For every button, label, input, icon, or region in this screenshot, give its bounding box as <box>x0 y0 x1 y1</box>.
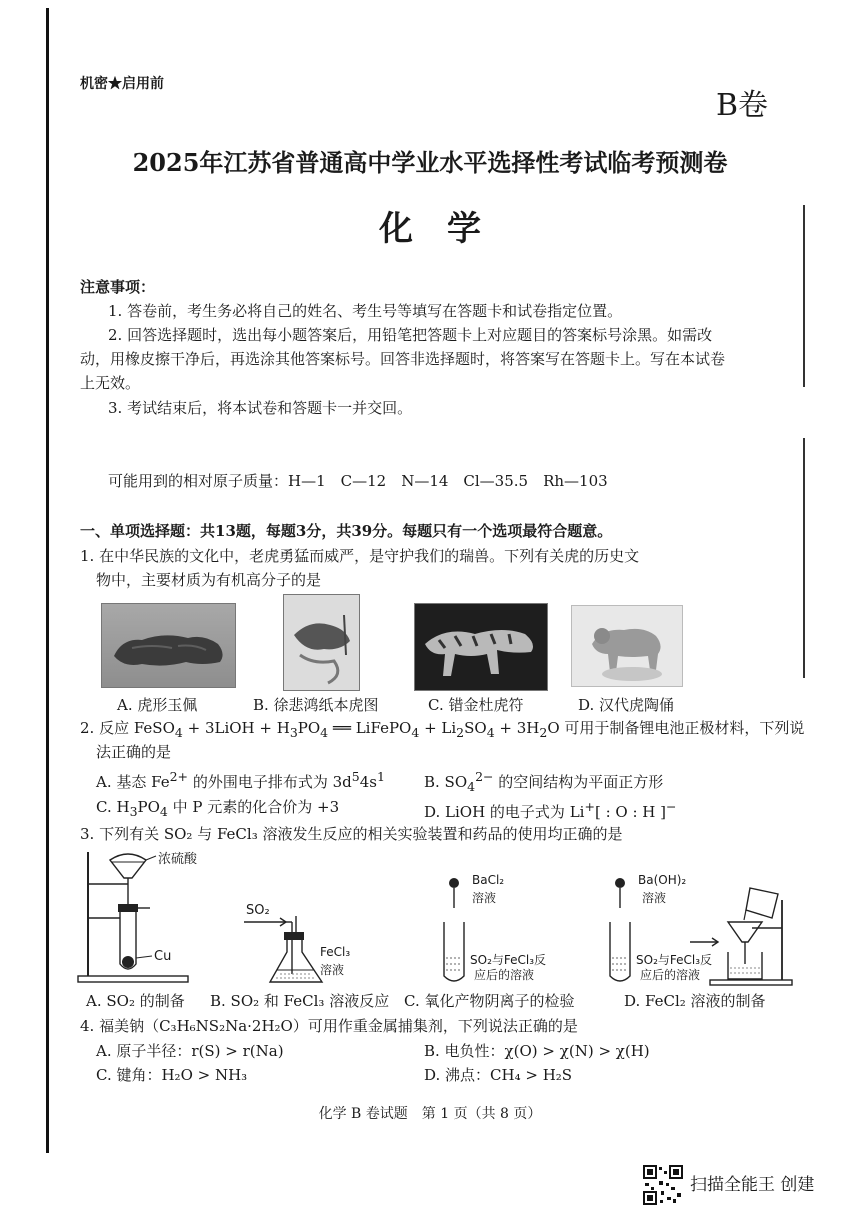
q1-option-b: B. 徐悲鸿纸本虎图 <box>253 696 379 714</box>
han-tiger-pottery-photo <box>571 605 683 687</box>
q1-option-d: D. 汉代虎陶俑 <box>578 696 675 714</box>
page-footer: 化学 B 卷试题 第 1 页（共 8 页） <box>318 1106 542 1122</box>
label-conc-sulfuric-acid: 浓硫酸 <box>158 852 198 867</box>
label-after-reaction-cont: 应后的溶液 <box>640 968 701 982</box>
paper-tiger-painting-photo <box>283 594 360 691</box>
q1-option-c: C. 错金杜虎符 <box>428 696 524 714</box>
label-solution: 溶液 <box>320 963 345 977</box>
qr-code-icon <box>643 1165 683 1205</box>
right-margin-mark <box>803 438 805 678</box>
q2-stem-cont: 法正确的是 <box>96 743 172 761</box>
q4-stem: 4. 福美钠（C₃H₆NS₂Na·2H₂O）可用作重金属捕集剂，下列说法正确的是 <box>80 1017 578 1035</box>
q2-stem: 2. 反应 FeSO$_4$ + 3LiOH + $H_3PO_4$ ══ LiFePO$_4$ + $Li_2SO_4 + 3H_2O$ 可用于制备锂电池正极材料，下列说 <box>80 719 805 740</box>
apparatus-d-filtration <box>686 880 796 988</box>
left-margin-line <box>46 8 49 1153</box>
label-solution: 溶液 <box>472 891 497 905</box>
label-baoh2: Ba(OH)₂ <box>638 873 687 887</box>
label-fecl3: FeCl₃ <box>320 945 351 959</box>
q1-stem-cont: 物中，主要材质为有机高分子的是 <box>96 571 322 589</box>
notice-item-2: 2. 回答选择题时，选出每小题答案后，用铅笔把答题卡上对应题目的答案标号涂黑。如需改 <box>108 326 713 344</box>
notice-heading: 注意事项： <box>80 278 156 296</box>
q3-stem: 3. 下列有关 SO₂ 与 FeCl₃ 溶液发生反应的相关实验装置和药品的使用均正确的是 <box>80 825 623 843</box>
jade-tiger-photo <box>101 603 236 688</box>
confidential-label: 机密★启用前 <box>80 76 164 92</box>
label-after-reaction-cont: 应后的溶液 <box>474 968 535 982</box>
q2-option-a: A. 基态 $Fe^{2+}$ 的外围电子排布式为 $3d^54s^1$ <box>96 769 385 791</box>
label-solution: 溶液 <box>642 891 667 905</box>
exam-title: 2025年江苏省普通高中学业水平选择性考试临考预测卷 <box>132 148 728 177</box>
q4-option-c: C. 键角：H₂O > NH₃ <box>96 1066 248 1084</box>
q3-option-a: A. SO₂ 的制备 <box>86 992 185 1010</box>
label-so2-inlet: SO₂ <box>246 903 270 918</box>
q3-option-d: D. FeCl₂ 溶液的制备 <box>624 992 766 1010</box>
subject-title: 化 学 <box>379 209 481 249</box>
q4-option-a: A. 原子半径：r(S) > r(Na) <box>96 1042 284 1060</box>
notice-item-3: 3. 考试结束后，将本试卷和答题卡一并交回。 <box>108 399 413 417</box>
apparatus-a-so2-generation <box>74 848 194 986</box>
label-cu: Cu <box>154 949 172 964</box>
notice-item-2-cont: 上无效。 <box>80 374 141 392</box>
label-after-reaction: SO₂与FeCl₃反 <box>636 953 713 967</box>
paper-tag: B卷 <box>716 88 769 123</box>
q3-option-b: B. SO₂ 和 FeCl₃ 溶液反应 <box>210 992 390 1010</box>
notice-item-1: 1. 答卷前，考生务必将自己的姓名、考生号等填写在答题卡和试卷指定位置。 <box>108 302 623 320</box>
label-bacl2: BaCl₂ <box>472 873 505 887</box>
q2-option-d: D. LiOH 的电子式为 Li+[ : O : H ]− <box>424 799 677 821</box>
q4-option-d: D. 沸点：CH₄ > H₂S <box>424 1066 573 1084</box>
q2-option-c: C. $H_3PO_4$ 中 P 元素的化合价为 +3 <box>96 798 340 819</box>
scanner-watermark: 扫描全能王 创建 <box>690 1175 815 1195</box>
q3-option-c: C. 氧化产物阴离子的检验 <box>404 992 575 1010</box>
label-after-reaction: SO₂与FeCl₃反 <box>470 953 547 967</box>
section-heading: 一、单项选择题：共13题，每题3分，共39分。每题只有一个选项最符合题意。 <box>80 522 613 540</box>
q1-option-a: A. 虎形玉佩 <box>117 696 198 714</box>
q4-option-b: B. 电负性：χ(O) > χ(N) > χ(H) <box>424 1042 650 1060</box>
q2-option-b: B. $SO_4^{2-}$ 的空间结构为平面正方形 <box>424 769 664 794</box>
q1-stem: 1. 在中华民族的文化中，老虎勇猛而威严，是守护我们的瑞兽。下列有关虎的历史文 <box>80 547 640 565</box>
atomic-masses: 可能用到的相对原子质量：H—1 C—12 N—14 Cl—35.5 Rh—103 <box>108 472 608 490</box>
gilded-tiger-tally-photo <box>414 603 548 691</box>
notice-item-2-cont: 动，用橡皮擦干净后，再选涂其他答案标号。回答非选择题时，将答案写在答题卡上。写在本试卷 <box>80 350 726 368</box>
